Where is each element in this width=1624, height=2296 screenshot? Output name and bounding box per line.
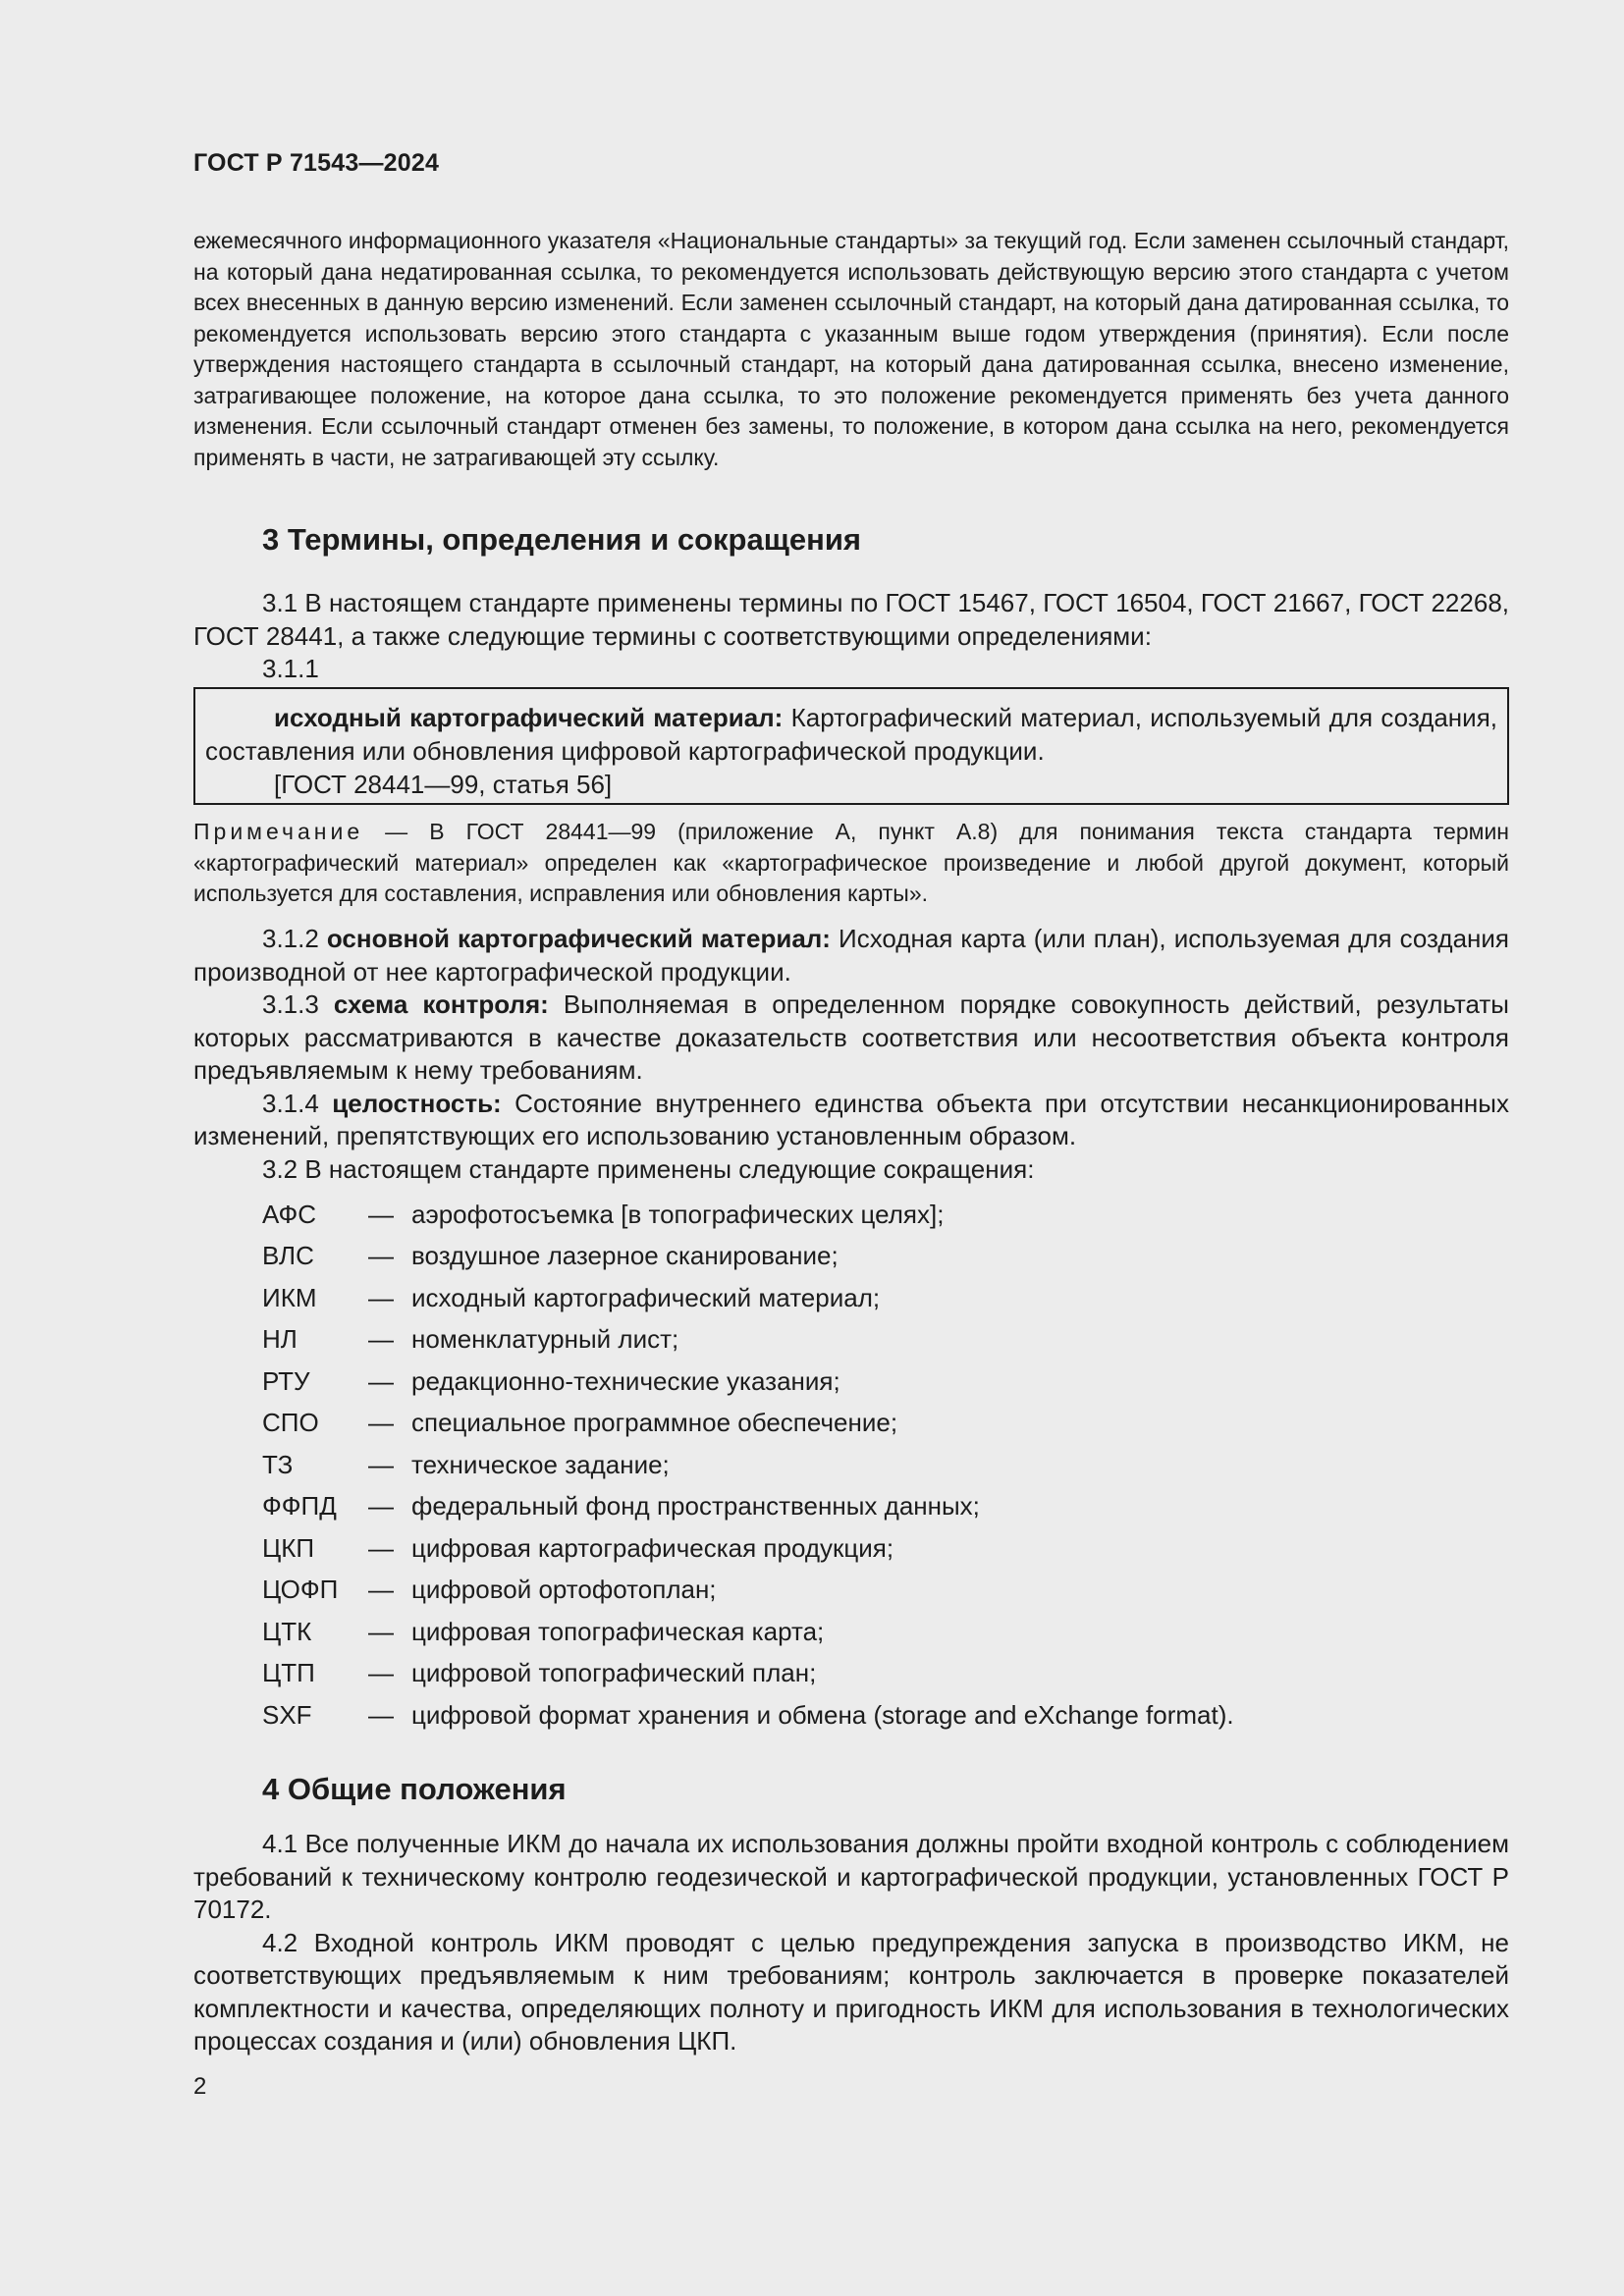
- definitions-block: [193, 923, 1509, 1186]
- abbr-code: ЦКП: [262, 1532, 315, 1563]
- list-item: [262, 1694, 1509, 1736]
- abbr-dash: —: [368, 1449, 394, 1479]
- abbr-code: СПО: [262, 1408, 319, 1438]
- note-paragraph: [193, 817, 1509, 910]
- paragraph-number: 3.1.4: [262, 1088, 333, 1118]
- term-source: [ГОСТ 28441—99, статья 56]: [274, 770, 613, 799]
- paragraph-3-1-4: [193, 1088, 1509, 1153]
- abbr-text: цифровой формат хранения и обмена (storage and eXchange format).: [411, 1699, 1234, 1730]
- abbr-code: ИКМ: [262, 1282, 317, 1312]
- list-item: [262, 1444, 1509, 1486]
- abbr-text: цифровая картографическая продукция;: [411, 1532, 894, 1563]
- abbr-code: НЛ: [262, 1324, 298, 1355]
- paragraph-number: 3.1.2: [262, 924, 327, 953]
- document-header: ГОСТ Р 71543—2024: [193, 149, 440, 177]
- list-item: [262, 1403, 1509, 1445]
- list-item: [262, 1319, 1509, 1362]
- abbr-dash: —: [368, 1616, 394, 1646]
- paragraph-4-1: 4.1 Все полученные ИКМ до начала их использования должны пройти входной контроль с соблюдением требований к техническому контролю геодезической и картографической продукции, установленных ГОСТ Р 70172.: [193, 1829, 1509, 1924]
- section-3-title: 3 Термины, определения и сокращения: [262, 522, 861, 557]
- abbr-text: редакционно-технические указания;: [411, 1365, 840, 1396]
- list-item: [262, 1194, 1509, 1236]
- list-item: [262, 1236, 1509, 1278]
- paragraph-4-2: 4.2 Входной контроль ИКМ проводят с целью предупреждения запуска в производство ИКМ, не соответствующих предъявляемым к ним требованиям; контроль заключается в проверке показателей комплектности и качества, определяющих полноту и пригодность ИКМ для использования в технологических процессах создания и (или) обновления ЦКП.: [193, 1927, 1509, 2056]
- abbr-text: специальное программное обеспечение;: [411, 1408, 898, 1438]
- abbr-code: ЦОФП: [262, 1575, 339, 1605]
- abbr-text: федеральный фонд пространственных данных;: [411, 1491, 980, 1522]
- term-name: исходный картографический материал:: [274, 703, 784, 732]
- abbr-dash: —: [368, 1365, 394, 1396]
- abbr-code: ВЛС: [262, 1241, 314, 1271]
- paragraph-3-2: 3.2 В настоящем стандарте применены следующие сокращения:: [262, 1153, 1035, 1184]
- note-label: Примечание: [193, 819, 364, 844]
- abbr-text: воздушное лазерное сканирование;: [411, 1241, 839, 1271]
- abbr-dash: —: [368, 1658, 394, 1688]
- abbr-text: цифровой топографический план;: [411, 1658, 817, 1688]
- list-item: [262, 1361, 1509, 1403]
- intro-paragraph: ежемесячного информационного указателя «Национальные стандарты» за текущий год. Если заменен ссылочный стандарт, на который дана недатированная ссылка, то рекомендуется использовать действующую версию этого стандарта с учетом всех внесенных в данную версию изменений. Если заменен ссылочный стандарт, на который дана датированная ссылка, то рекомендуется использовать версию этого стандарта с указанным выше годом утверждения (принятия). Если после утверждения настоящего стандарта в ссылочный стандарт, на который дана датированная ссылка, внесено изменение, затрагивающее положение, на которое дана ссылка, то это положение рекомендуется применять без учета данного изменения. Если ссылочный стандарт отменен без замены, то положение, в котором дана ссылка на него, рекомендуется применять в части, не затрагивающей эту ссылку.: [193, 228, 1509, 470]
- abbr-dash: —: [368, 1532, 394, 1563]
- term-name: схема контроля:: [333, 989, 549, 1019]
- list-item: [262, 1570, 1509, 1612]
- abbr-dash: —: [368, 1282, 394, 1312]
- list-item: [262, 1527, 1509, 1570]
- term-text: Выполняемая в определенном порядке совокупность действий, результаты которых рассматриваются в качестве доказательств соответствия или несоответствия объекта контроля предъявляемым к нему требованиям.: [193, 989, 1509, 1085]
- section-4-body: [193, 1828, 1509, 2058]
- abbr-dash: —: [368, 1575, 394, 1605]
- abbr-text: цифровой ортофотоплан;: [411, 1575, 717, 1605]
- term-definition: [205, 701, 1497, 768]
- term-text: Картографический материал, используемый для создания, составления или обновления цифровой картографической продукции.: [205, 703, 1497, 766]
- abbr-code: ТЗ: [262, 1449, 294, 1479]
- section-4-title: 4 Общие положения: [262, 1772, 567, 1806]
- term-name: основной картографический материал:: [326, 924, 831, 953]
- paragraph-3-1-1-number: 3.1.1: [262, 654, 319, 683]
- abbr-dash: —: [368, 1199, 394, 1229]
- abbr-dash: —: [368, 1324, 394, 1355]
- page-number: 2: [193, 2073, 207, 2100]
- term-name: целостность:: [332, 1088, 502, 1118]
- list-item: [262, 1611, 1509, 1653]
- list-item: [262, 1653, 1509, 1695]
- abbr-text: цифровая топографическая карта;: [411, 1616, 825, 1646]
- note-text: — В ГОСТ 28441—99 (приложение А, пункт А.8) для понимания текста стандарта термин «картографический материал» определен как «картографическое произведение и любой другой документ, который используется для составления, исправления или обновления карты».: [193, 819, 1509, 906]
- abbr-text: номенклатурный лист;: [411, 1324, 679, 1355]
- abbr-dash: —: [368, 1491, 394, 1522]
- list-item: [262, 1486, 1509, 1528]
- term-text: Состояние внутреннего единства объекта при отсутствии несанкционированных изменений, препятствующих его использованию установленным образом.: [193, 1088, 1509, 1150]
- paragraph-number: 3.1.3: [262, 989, 334, 1019]
- abbr-code: АФС: [262, 1199, 317, 1229]
- abbreviations-list: [262, 1194, 1509, 1736]
- abbr-code: ФФПД: [262, 1491, 337, 1522]
- abbr-text: аэрофотосъемка [в топографических целях];: [411, 1199, 945, 1229]
- abbr-text: исходный картографический материал;: [411, 1282, 881, 1312]
- abbr-code: ЦТК: [262, 1616, 312, 1646]
- abbr-dash: —: [368, 1699, 394, 1730]
- paragraph-3-1: 3.1 В настоящем стандарте применены термины по ГОСТ 15467, ГОСТ 16504, ГОСТ 21667, ГОСТ 22268, ГОСТ 28441, а также следующие термины с соответствующими определениями:: [193, 588, 1509, 651]
- list-item: [262, 1277, 1509, 1319]
- abbr-code: ЦТП: [262, 1658, 315, 1688]
- abbr-dash: —: [368, 1241, 394, 1271]
- abbr-dash: —: [368, 1408, 394, 1438]
- term-definition-box: [193, 687, 1509, 805]
- paragraph-3-1-2: [193, 923, 1509, 988]
- paragraph-3-1-3: [193, 988, 1509, 1088]
- term-text: Исходная карта (или план), используемая для создания производной от нее картографической продукции.: [193, 924, 1510, 987]
- abbr-text: техническое задание;: [411, 1449, 670, 1479]
- abbr-code: РТУ: [262, 1365, 310, 1396]
- abbr-code: SXF: [262, 1699, 312, 1730]
